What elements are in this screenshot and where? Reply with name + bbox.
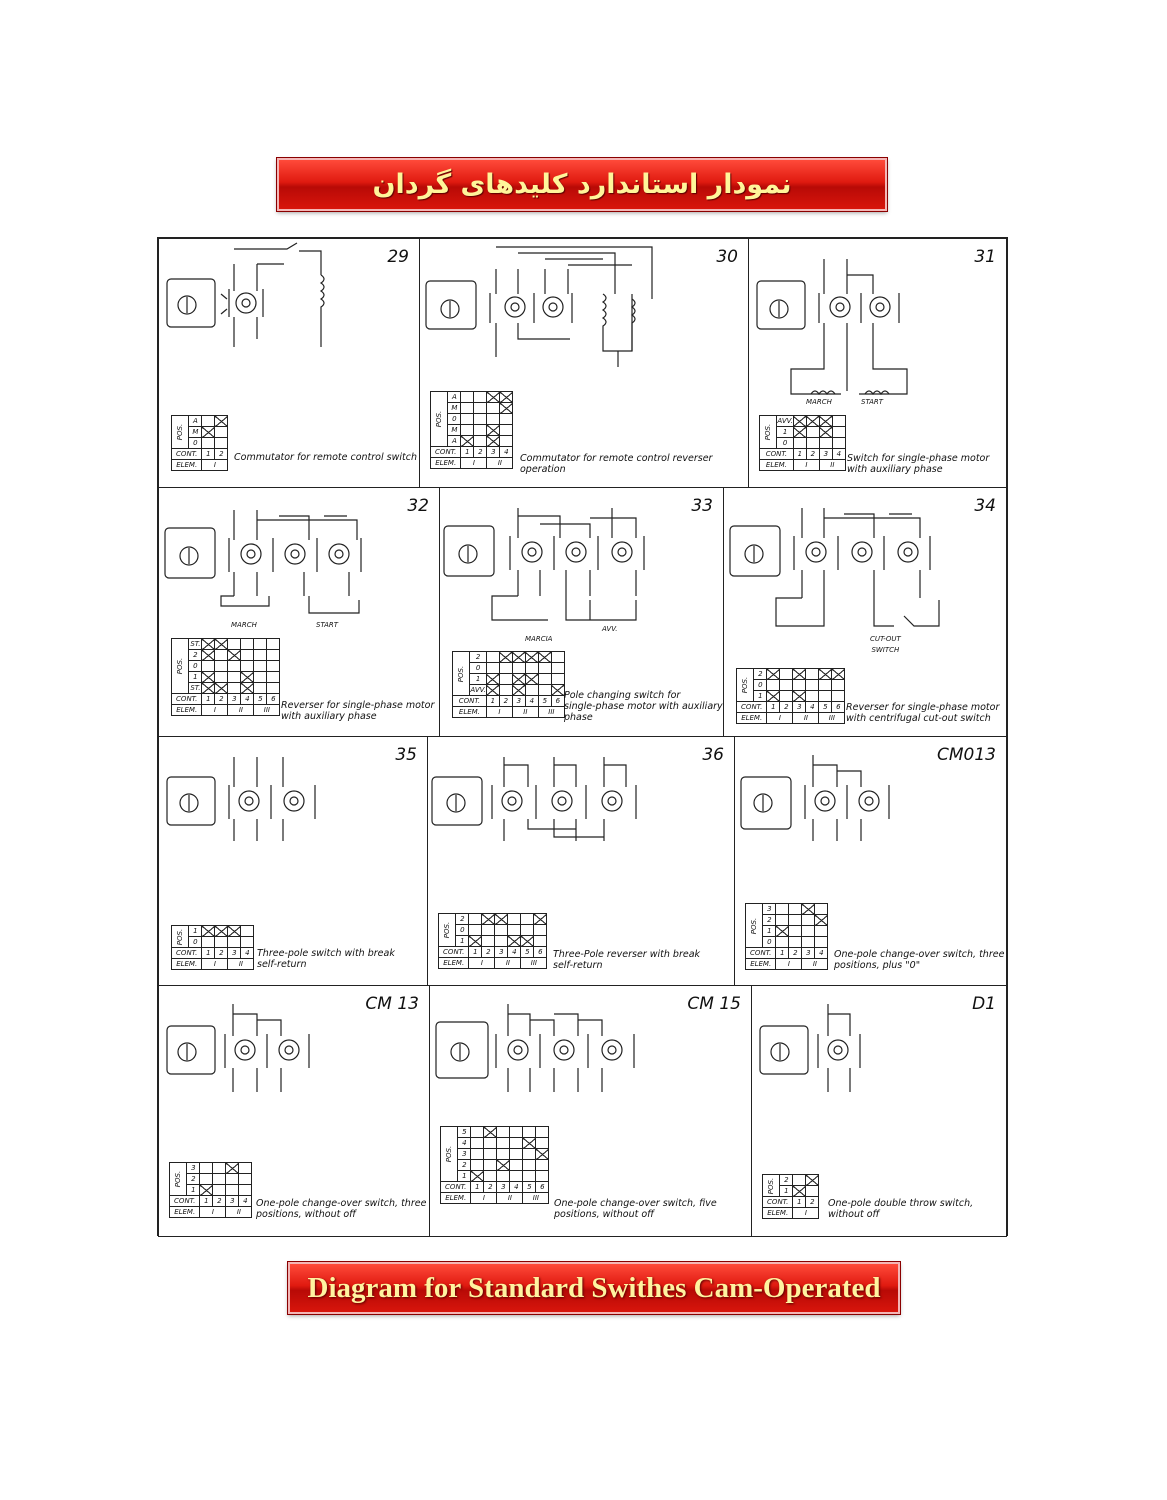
element-number: I [202, 705, 228, 716]
elem-label: ELEM. [172, 705, 202, 716]
diagram-cell-cm13 [158, 985, 430, 1237]
position-label: A [448, 392, 461, 403]
diagram-number: 30 [716, 247, 738, 267]
element-number: II [819, 460, 845, 471]
diagram-number: 29 [387, 247, 409, 267]
cont-label: CONT. [172, 948, 202, 959]
diagram-description: One-pole double throw switch, without off [828, 1198, 974, 1220]
contact-number: 4 [241, 948, 254, 959]
position-label: 0 [448, 414, 461, 425]
position-label: ST. [190, 640, 201, 648]
contact-table [762, 1174, 819, 1219]
coil-label-start: START [861, 398, 884, 406]
position-label: 2 [458, 1160, 471, 1171]
position-label: 1 [780, 1186, 793, 1197]
contact-number: 3 [512, 696, 525, 707]
contact-number: 5 [523, 1182, 536, 1193]
contact-number: 6 [551, 696, 564, 707]
position-label: 3 [763, 904, 776, 915]
contact-table [430, 391, 513, 469]
title-banner-persian [277, 158, 887, 211]
contact-table [171, 638, 280, 716]
diagram-description: One-pole change-over switch, five positions, without off [554, 1198, 717, 1220]
contact-number: 3 [802, 948, 815, 959]
position-label: 0 [189, 661, 202, 672]
pos-label: POS. [176, 928, 185, 945]
position-label: 2 [780, 1175, 793, 1186]
element-number: II [228, 959, 254, 970]
title-english: Diagram for Standard Swithes Cam-Operated [307, 1271, 881, 1304]
contact-number: 2 [499, 696, 512, 707]
contact-number: 4 [832, 449, 845, 460]
pos-label: POS. [176, 657, 185, 675]
diagram-cell-36 [427, 736, 735, 986]
contact-number: 5 [254, 694, 267, 705]
contact-number: 1 [469, 947, 482, 958]
cont-label: CONT. [763, 1197, 793, 1208]
position-label: 3 [458, 1149, 471, 1160]
position-label: 2 [187, 1174, 200, 1185]
cont-label: CONT. [431, 447, 461, 458]
position-label: 2 [763, 915, 776, 926]
position-label: 1 [189, 926, 202, 937]
element-number: II [802, 959, 828, 970]
diagram-description: One-pole change-over switch, three positions, plus "0" [834, 949, 1005, 971]
contact-number: 6 [267, 694, 280, 705]
position-label: 2 [754, 669, 767, 680]
diagram-cell-31 [748, 238, 1007, 488]
contact-number: 2 [806, 449, 819, 460]
position-label: 3 [187, 1163, 200, 1174]
diagram-cell-32 [158, 487, 440, 737]
pos-label: POS. [176, 423, 185, 441]
contact-number: 6 [534, 947, 547, 958]
element-number: I [200, 1207, 226, 1218]
position-label: AVV. [777, 417, 793, 425]
diagram-number: 36 [702, 745, 724, 765]
title-persian: نمودار استاندارد کلیدهای گردان [372, 169, 792, 200]
cont-label: CONT. [453, 696, 487, 707]
contact-number: 1 [202, 948, 215, 959]
pos-label: POS. [174, 1170, 183, 1188]
elem-label: ELEM. [170, 1207, 200, 1218]
position-label: A [448, 436, 461, 447]
diagram-number: 34 [974, 496, 996, 516]
diagram-description: Three-Pole reverser with break self-return [553, 949, 701, 971]
contact-number: 2 [482, 947, 495, 958]
element-number: II [228, 705, 254, 716]
contact-number: 2 [780, 702, 793, 713]
position-label: 1 [754, 691, 767, 702]
position-label: 4 [458, 1138, 471, 1149]
contact-table [169, 1162, 252, 1218]
pos-label: POS. [741, 676, 750, 694]
diagram-number: 31 [974, 247, 996, 267]
cont-label: CONT. [746, 948, 776, 959]
diagram-cell-cm15 [429, 985, 752, 1237]
element-number: III [254, 705, 280, 716]
position-label: 0 [470, 663, 486, 674]
position-label: M [448, 403, 461, 414]
diagram-description: Reverser for single-phase motor with centrifugal cut-out switch [846, 702, 1000, 724]
contact-number: 2 [215, 948, 228, 959]
contact-number: 4 [508, 947, 521, 958]
element-number: I [793, 460, 819, 471]
element-number: II [495, 958, 521, 969]
contact-number: 6 [536, 1182, 549, 1193]
diagram-cell-cm013 [734, 736, 1007, 986]
diagram-number: 33 [691, 496, 713, 516]
contact-number: 1 [202, 694, 215, 705]
position-label: 1 [189, 672, 202, 683]
elem-label: ELEM. [746, 959, 776, 970]
position-label: 1 [470, 674, 486, 685]
cont-label: CONT. [737, 702, 767, 713]
contact-table [171, 415, 228, 471]
contact-number: 4 [239, 1196, 252, 1207]
contact-number: 4 [241, 694, 254, 705]
contact-number: 1 [200, 1196, 213, 1207]
contact-number: 1 [793, 1197, 806, 1208]
position-label: 1 [777, 427, 793, 438]
element-number: III [523, 1193, 549, 1204]
pos-label: POS. [750, 917, 759, 934]
coil-label-march: MARCH [806, 398, 832, 406]
element-number: II [512, 707, 538, 718]
position-label: 2 [470, 652, 486, 663]
pos-label: POS. [445, 1145, 454, 1163]
contact-table [452, 651, 565, 718]
contact-number: 3 [228, 694, 241, 705]
contact-number: 1 [486, 696, 499, 707]
position-label: 0 [777, 438, 793, 449]
diagram-number: CM 15 [687, 994, 741, 1014]
position-label: A [189, 416, 202, 427]
diagram-number: CM 13 [365, 994, 419, 1014]
contact-number: 4 [500, 447, 513, 458]
contact-number: 1 [767, 702, 780, 713]
element-number: I [202, 959, 228, 970]
elem-label: ELEM. [763, 1208, 793, 1219]
position-label: 2 [456, 914, 469, 925]
position-label: 1 [187, 1185, 200, 1196]
element-number: I [793, 1208, 819, 1219]
diagram-description: Pole changing switch for single-phase motor with auxiliary phase [564, 690, 723, 723]
pos-label: POS. [767, 1177, 776, 1194]
diagram-cell-d1 [751, 985, 1007, 1237]
diagram-description: One-pole change-over switch, three positions, without off [256, 1198, 427, 1220]
contact-number: 1 [793, 449, 806, 460]
contact-number: 4 [510, 1182, 523, 1193]
element-number: I [461, 458, 487, 469]
element-number: I [202, 460, 228, 471]
diagram-description: Reverser for single-phase motor with auxiliary phase [281, 700, 435, 722]
contact-number: 6 [832, 702, 845, 713]
contact-number: 5 [538, 696, 551, 707]
contact-number: 5 [819, 702, 832, 713]
elem-label: ELEM. [172, 460, 202, 471]
contact-number: 1 [461, 447, 474, 458]
element-number: I [776, 959, 802, 970]
position-label: M [189, 427, 202, 438]
contact-table [438, 913, 547, 969]
diagram-number: 35 [395, 745, 417, 765]
contact-table [440, 1126, 549, 1204]
diagram-cell-35 [158, 736, 428, 986]
diagram-cell-34 [723, 487, 1007, 737]
elem-label: ELEM. [439, 958, 469, 969]
position-label: 0 [189, 937, 202, 948]
diagram-description: Three-pole switch with break self-return [257, 948, 395, 970]
diagram-grid [157, 237, 1008, 1236]
contact-number: 3 [487, 447, 500, 458]
elem-label: ELEM. [172, 959, 202, 970]
contact-table [759, 415, 846, 471]
diagram-cell-29 [158, 238, 420, 488]
contact-number: 3 [819, 449, 832, 460]
diagram-description: Commutator for remote control switch [234, 452, 417, 463]
contact-number: 2 [215, 449, 228, 460]
contact-number: 1 [471, 1182, 484, 1193]
pos-label: POS. [457, 665, 466, 682]
contact-number: 3 [226, 1196, 239, 1207]
contact-number: 4 [815, 948, 828, 959]
position-label: 0 [456, 925, 469, 936]
contact-number: 2 [484, 1182, 497, 1193]
diagram-number: CM013 [937, 745, 996, 765]
diagram-cell-33 [439, 487, 724, 737]
cont-label: CONT. [439, 947, 469, 958]
contact-table [736, 668, 845, 724]
elem-label: ELEM. [737, 713, 767, 724]
contact-number: 5 [521, 947, 534, 958]
diagram-description: Commutator for remote control reverser operation [520, 453, 713, 475]
element-number: I [486, 707, 512, 718]
contact-table [171, 925, 254, 970]
coil-label-cutout: CUT-OUT SWITCH [870, 635, 901, 654]
pos-label: POS. [764, 423, 773, 441]
coil-label-avv: AVV. [602, 625, 618, 633]
contact-number: 3 [495, 947, 508, 958]
title-banner-english [288, 1262, 900, 1314]
element-number: III [538, 707, 564, 718]
diagram-description: Switch for single-phase motor with auxiliary phase [847, 453, 990, 475]
contact-number: 4 [525, 696, 538, 707]
coil-label-start: START [316, 621, 339, 629]
contact-number: 3 [228, 948, 241, 959]
position-label: 5 [458, 1127, 471, 1138]
element-number: I [471, 1193, 497, 1204]
elem-label: ELEM. [431, 458, 461, 469]
coil-label-march: MARCH [231, 621, 257, 629]
elem-label: ELEM. [441, 1193, 471, 1204]
diagram-cell-30 [419, 238, 749, 488]
contact-number: 1 [202, 449, 215, 460]
cont-label: CONT. [170, 1196, 200, 1207]
contact-number: 2 [215, 694, 228, 705]
position-label: 0 [754, 680, 767, 691]
contact-number: 3 [793, 702, 806, 713]
diagram-number: 32 [407, 496, 429, 516]
element-number: I [469, 958, 495, 969]
contact-table [745, 903, 828, 970]
contact-number: 2 [806, 1197, 819, 1208]
elem-label: ELEM. [760, 460, 794, 471]
cont-label: CONT. [760, 449, 794, 460]
position-label: M [448, 425, 461, 436]
pos-label: POS. [435, 410, 444, 428]
element-number: II [226, 1207, 252, 1218]
element-number: I [767, 713, 793, 724]
position-label: 1 [458, 1171, 471, 1182]
position-label: 1 [456, 936, 469, 947]
contact-number: 4 [806, 702, 819, 713]
cont-label: CONT. [172, 694, 202, 705]
position-label: 1 [763, 926, 776, 937]
diagram-number: D1 [972, 994, 996, 1014]
position-label: 0 [763, 937, 776, 948]
pos-label: POS. [443, 921, 452, 939]
contact-number: 2 [789, 948, 802, 959]
element-number: III [819, 713, 845, 724]
cont-label: CONT. [172, 449, 202, 460]
position-label: 2 [189, 650, 202, 661]
contact-number: 2 [213, 1196, 226, 1207]
element-number: III [521, 958, 547, 969]
contact-number: 3 [497, 1182, 510, 1193]
element-number: II [497, 1193, 523, 1204]
position-label: 0 [189, 438, 202, 449]
contact-number: 2 [474, 447, 487, 458]
element-number: II [487, 458, 513, 469]
coil-label-marcia: MARCIA [525, 635, 553, 643]
element-number: II [793, 713, 819, 724]
cont-label: CONT. [441, 1182, 471, 1193]
position-label: ST. [190, 684, 201, 692]
position-label: AVV. [470, 686, 486, 694]
contact-number: 1 [776, 948, 789, 959]
elem-label: ELEM. [453, 707, 487, 718]
